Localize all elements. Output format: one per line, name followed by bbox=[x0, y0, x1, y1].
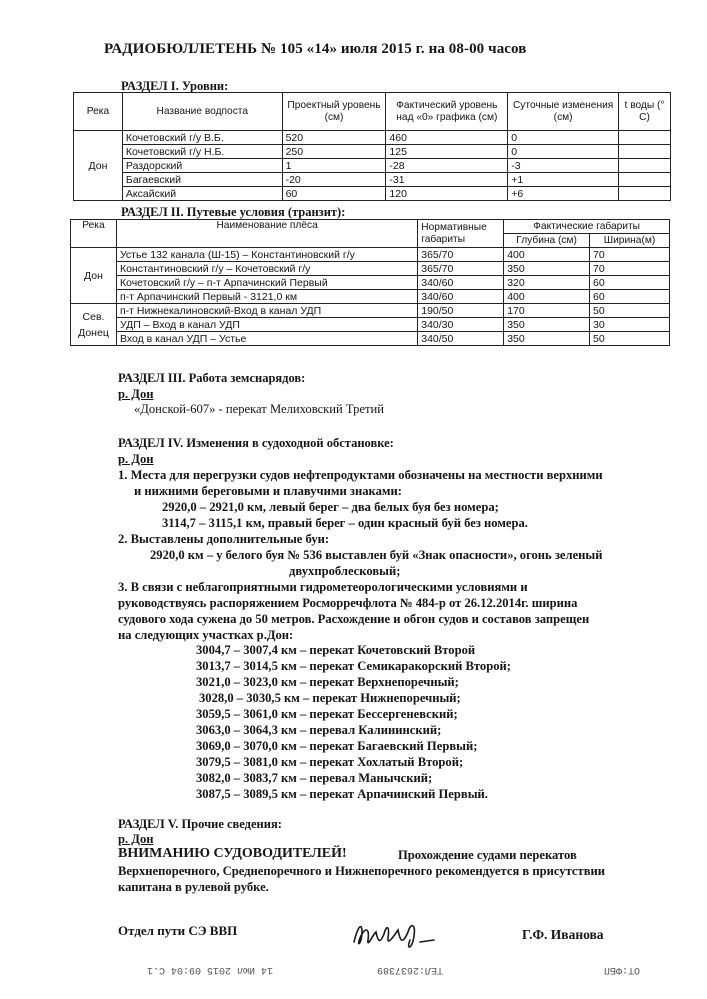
station-name: Аксайский bbox=[122, 187, 282, 201]
transit-header-depth: Глубина (см) bbox=[504, 234, 590, 248]
levels-header-row bbox=[74, 93, 671, 131]
s5-line2: Верхнепоречного, Среднепоречного и Нижнепоречного рекомендуется в присутствии bbox=[118, 864, 606, 878]
project-level: 60 bbox=[282, 187, 386, 201]
fact-depth: 400 bbox=[504, 290, 590, 304]
levels-header-actual: Фактический уровень над «0» графика (см) bbox=[386, 93, 508, 131]
section3-heading: РАЗДЕЛ III. Работа земснарядов: bbox=[118, 371, 306, 385]
s5-line3: капитана в рулевой рубке. bbox=[118, 880, 269, 894]
table-row bbox=[71, 276, 670, 290]
table-row bbox=[71, 304, 670, 318]
s4-p3-line1: 3. В связи с неблагоприятными гидрометеорологическими условиями и bbox=[118, 580, 528, 594]
levels-table bbox=[73, 92, 671, 201]
department-label: Отдел пути СЭ ВВП bbox=[118, 923, 238, 938]
fax-header-phone: ТЕЛ:2637389 bbox=[377, 964, 444, 975]
fact-depth: 170 bbox=[504, 304, 590, 318]
s4-p1-item-b: 3114,7 – 3115,1 км, правый берег – один красный буй без номера. bbox=[162, 516, 528, 530]
project-level: 250 bbox=[282, 145, 386, 159]
fact-width: 70 bbox=[590, 248, 670, 262]
norm-dims: 365/70 bbox=[418, 248, 504, 262]
transit-header-name: Наименование плёса bbox=[116, 220, 417, 248]
transit-river-cell: Дон bbox=[71, 248, 117, 304]
signatory-name: Г.Ф. Иванова bbox=[522, 927, 604, 942]
levels-header-station: Название водпоста bbox=[122, 93, 282, 131]
table-row bbox=[71, 248, 670, 262]
actual-level: 460 bbox=[386, 131, 508, 145]
s4-p1-item-a: 2920,0 – 2921,0 км, левый берег – два белых буя без номера; bbox=[162, 500, 499, 514]
fact-width: 70 bbox=[590, 262, 670, 276]
list-item: 3028,0 – 3030,5 км – перекат Нижнепоречный; bbox=[199, 691, 461, 705]
s4-p3-line2: руководствуясь распоряжением Росморречфлота № 484-р от 26.12.2014г. ширина bbox=[118, 596, 578, 610]
actual-level: 120 bbox=[386, 187, 508, 201]
reach-name: УДП – Вход в канал УДП bbox=[116, 318, 417, 332]
fact-width: 60 bbox=[590, 276, 670, 290]
s4-p3-line4: на следующих участках р.Дон: bbox=[118, 628, 294, 642]
levels-header-river: Река bbox=[74, 93, 123, 131]
s4-p2-item-a: 2920,0 км – у белого буя № 536 выставлен буй «Знак опасности», огонь зеленый bbox=[150, 548, 603, 562]
s4-p1-line2: и нижними береговыми и плавучими знаками: bbox=[134, 484, 402, 498]
transit-header-fact: Фактические габариты bbox=[504, 220, 670, 234]
fact-width: 50 bbox=[590, 332, 670, 346]
s4-p1-line1: 1. Места для перегрузки судов нефтепродуктами обозначены на местности верхними bbox=[118, 468, 603, 482]
reach-name: Вход в канал УДП – Устье bbox=[116, 332, 417, 346]
station-name: Кочетовский г/у В.Б. bbox=[122, 131, 282, 145]
table-row bbox=[74, 159, 671, 173]
water-temp bbox=[619, 131, 671, 145]
attention-heading: ВНИМАНИЮ СУДОВОДИТЕЛЕЙ! bbox=[118, 846, 347, 861]
levels-header-temp: t воды (° С) bbox=[619, 93, 671, 131]
fact-width: 30 bbox=[590, 318, 670, 332]
reach-name: Устье 132 канала (Ш-15) – Константиновский г/у bbox=[116, 248, 417, 262]
daily-change: +1 bbox=[508, 173, 619, 187]
actual-level: -31 bbox=[386, 173, 508, 187]
list-item: 3087,5 – 3089,5 км – перекат Арпачинский Первый. bbox=[196, 787, 488, 801]
transit-river-cell: Сев. Донец bbox=[71, 304, 117, 346]
project-level: -20 bbox=[282, 173, 386, 187]
station-name: Багаевский bbox=[122, 173, 282, 187]
reach-name: Константиновский г/у – Кочетовский г/у bbox=[116, 262, 417, 276]
s4-p2-line1: 2. Выставлены дополнительные буи: bbox=[118, 532, 330, 546]
transit-header-river: Река bbox=[71, 220, 117, 248]
table-row bbox=[71, 332, 670, 346]
project-level: 1 bbox=[282, 159, 386, 173]
list-item: 3079,5 – 3081,0 км – перекат Хохлатый Второй; bbox=[196, 755, 464, 769]
section2-heading: РАЗДЕЛ II. Путевые условия (транзит): bbox=[121, 205, 346, 219]
daily-change: 0 bbox=[508, 145, 619, 159]
fact-depth: 320 bbox=[504, 276, 590, 290]
actual-level: 125 bbox=[386, 145, 508, 159]
daily-change: +6 bbox=[508, 187, 619, 201]
water-temp bbox=[619, 173, 671, 187]
fact-depth: 350 bbox=[504, 332, 590, 346]
norm-dims: 190/50 bbox=[418, 304, 504, 318]
norm-dims: 340/60 bbox=[418, 290, 504, 304]
section4-river: р. Дон bbox=[118, 452, 154, 466]
section1-heading: РАЗДЕЛ I. Уровни: bbox=[121, 79, 229, 93]
transit-header-row-1 bbox=[71, 220, 670, 234]
reach-name: п-т Нижнекалиновский-Вход в канал УДП bbox=[116, 304, 417, 318]
list-item: 3069,0 – 3070,0 км – перекат Багаевский Первый; bbox=[196, 739, 478, 753]
levels-river-cell: Дон bbox=[74, 131, 123, 201]
list-item: 3059,5 – 3061,0 км – перекат Бессергеневский; bbox=[196, 707, 458, 721]
list-item: 3004,7 – 3007,4 км – перекат Кочетовский Второй bbox=[196, 643, 476, 657]
fact-width: 60 bbox=[590, 290, 670, 304]
dredger-info: «Донской-607» - перекат Мелиховский Третий bbox=[134, 402, 385, 416]
s4-p2-item-b: двухпроблесковый; bbox=[289, 564, 401, 578]
fact-width: 50 bbox=[590, 304, 670, 318]
list-item: 3021,0 – 3023,0 км – перекат Верхнепоречный; bbox=[196, 675, 459, 689]
reach-name: п-т Арпачинский Первый - 3121,0 км bbox=[116, 290, 417, 304]
reach-name: Кочетовский г/у – п-т Арпачинский Первый bbox=[116, 276, 417, 290]
levels-header-change: Суточные изменения (см) bbox=[508, 93, 619, 131]
fax-header-datetime: 14 Июл 2015 09:04 С.1 bbox=[147, 964, 274, 975]
section5-river: р. Дон bbox=[118, 832, 154, 846]
fact-depth: 400 bbox=[504, 248, 590, 262]
table-row bbox=[71, 290, 670, 304]
list-item: 3082,0 – 3083,7 км – перевал Манычский; bbox=[196, 771, 433, 785]
water-temp bbox=[619, 187, 671, 201]
water-temp bbox=[619, 159, 671, 173]
section5-heading: РАЗДЕЛ V. Прочие сведения: bbox=[118, 817, 282, 831]
norm-dims: 365/70 bbox=[418, 262, 504, 276]
transit-header-norm: Нормативные габариты bbox=[418, 220, 504, 248]
transit-header-width: Ширина(м) bbox=[590, 234, 670, 248]
norm-dims: 340/30 bbox=[418, 318, 504, 332]
table-row bbox=[71, 262, 670, 276]
station-name: Раздорский bbox=[122, 159, 282, 173]
section4-heading: РАЗДЕЛ IV. Изменения в судоходной обстановке: bbox=[118, 436, 394, 450]
table-row bbox=[74, 187, 671, 201]
table-row bbox=[74, 173, 671, 187]
list-item: 3063,0 – 3064,3 км – перевал Калининский; bbox=[196, 723, 442, 737]
transit-table bbox=[70, 219, 670, 346]
s5-line1-rest: Прохождение судами перекатов bbox=[398, 848, 577, 862]
project-level: 520 bbox=[282, 131, 386, 145]
water-temp bbox=[619, 145, 671, 159]
fact-depth: 350 bbox=[504, 318, 590, 332]
list-item: 3013,7 – 3014,5 км – перекат Семикаракорский Второй; bbox=[196, 659, 511, 673]
daily-change: -3 bbox=[508, 159, 619, 173]
signature-image bbox=[350, 916, 445, 956]
bulletin-title: РАДИОБЮЛЛЕТЕНЬ № 105 «14» июля 2015 г. на 08-00 часов bbox=[104, 41, 527, 57]
fax-header-from: ОТ:ФБП bbox=[604, 964, 641, 975]
norm-dims: 340/60 bbox=[418, 276, 504, 290]
norm-dims: 340/50 bbox=[418, 332, 504, 346]
station-name: Кочетовский г/у Н.Б. bbox=[122, 145, 282, 159]
s4-p3-line3: судового хода сужена до 50 метров. Расхождение и обгон судов и составов запрещен bbox=[118, 612, 590, 626]
table-row bbox=[71, 318, 670, 332]
table-row bbox=[74, 145, 671, 159]
fact-depth: 350 bbox=[504, 262, 590, 276]
actual-level: -28 bbox=[386, 159, 508, 173]
table-row bbox=[74, 131, 671, 145]
levels-header-project: Проектный уровень (см) bbox=[282, 93, 386, 131]
daily-change: 0 bbox=[508, 131, 619, 145]
section3-river: р. Дон bbox=[118, 387, 154, 401]
